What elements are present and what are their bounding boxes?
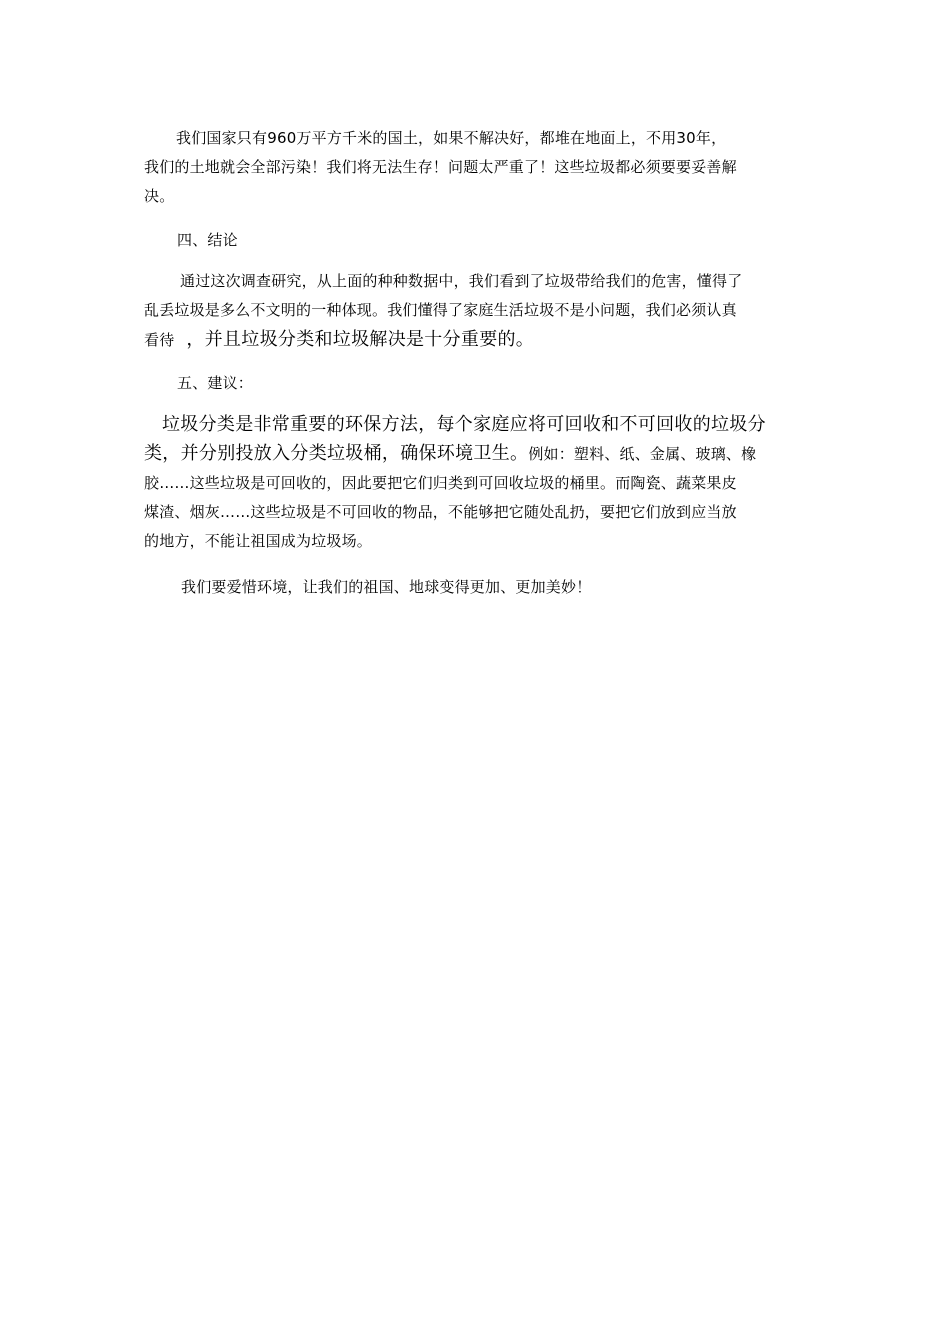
paragraph-line: 的地方，不能让祖国成为垃圾场。: [144, 532, 373, 550]
paragraph-text: ，并且垃圾分类和垃圾解决是十分重要的。: [186, 329, 535, 350]
paragraph-line: 我们要爱惜环境，让我们的祖国、地球变得更加、更加美妙！: [181, 578, 592, 596]
paragraph-line: 我们的土地就会全部污染！我们将无法生存！问题太严重了！这些垃圾都必须要要妥善解: [144, 158, 737, 176]
paragraph-line: 胶……这些垃圾是可回收的，因此要把它们归类到可回收垃圾的桶里。而陶瓷、蔬菜果皮: [144, 474, 737, 492]
paragraph-land-pollution: [144, 124, 812, 211]
section-heading-conclusion: [144, 226, 812, 255]
heading-text: 五、建议：: [177, 374, 254, 392]
paragraph-closing: [144, 573, 812, 602]
section-heading-suggestions: [144, 369, 812, 398]
paragraph-text: 类，并分别投放入分类垃圾桶，确保环境卫生。: [144, 443, 529, 464]
paragraph-suggestions: [144, 410, 812, 556]
paragraph-line: [144, 439, 812, 469]
paragraph-line: 垃圾分类是非常重要的环保方法，每个家庭应将可回收和不可回收的垃圾分: [162, 414, 766, 435]
heading-text: 四、结论: [177, 231, 238, 249]
paragraph-text: 看待: [144, 331, 175, 349]
paragraph-line: 决。: [144, 187, 175, 205]
paragraph-line: 乱丢垃圾是多么不文明的一种体现。我们懂得了家庭生活垃圾不是小问题，我们必须认真: [144, 301, 737, 319]
paragraph-line: 我们国家只有960万平方千米的国土，如果不解决好，都堆在地面上，不用30年，: [176, 129, 727, 147]
paragraph-conclusion: [144, 267, 812, 355]
paragraph-line: [144, 325, 812, 355]
paragraph-line: 煤渣、烟灰……这些垃圾是不可回收的物品，不能够把它随处乱扔，要把它们放到应当放: [144, 503, 737, 521]
paragraph-line: 通过这次调查研究，从上面的种种数据中，我们看到了垃圾带给我们的危害，懂得了: [180, 272, 743, 290]
paragraph-text: 例如：塑料、纸、金属、玻璃、橡: [528, 445, 757, 463]
